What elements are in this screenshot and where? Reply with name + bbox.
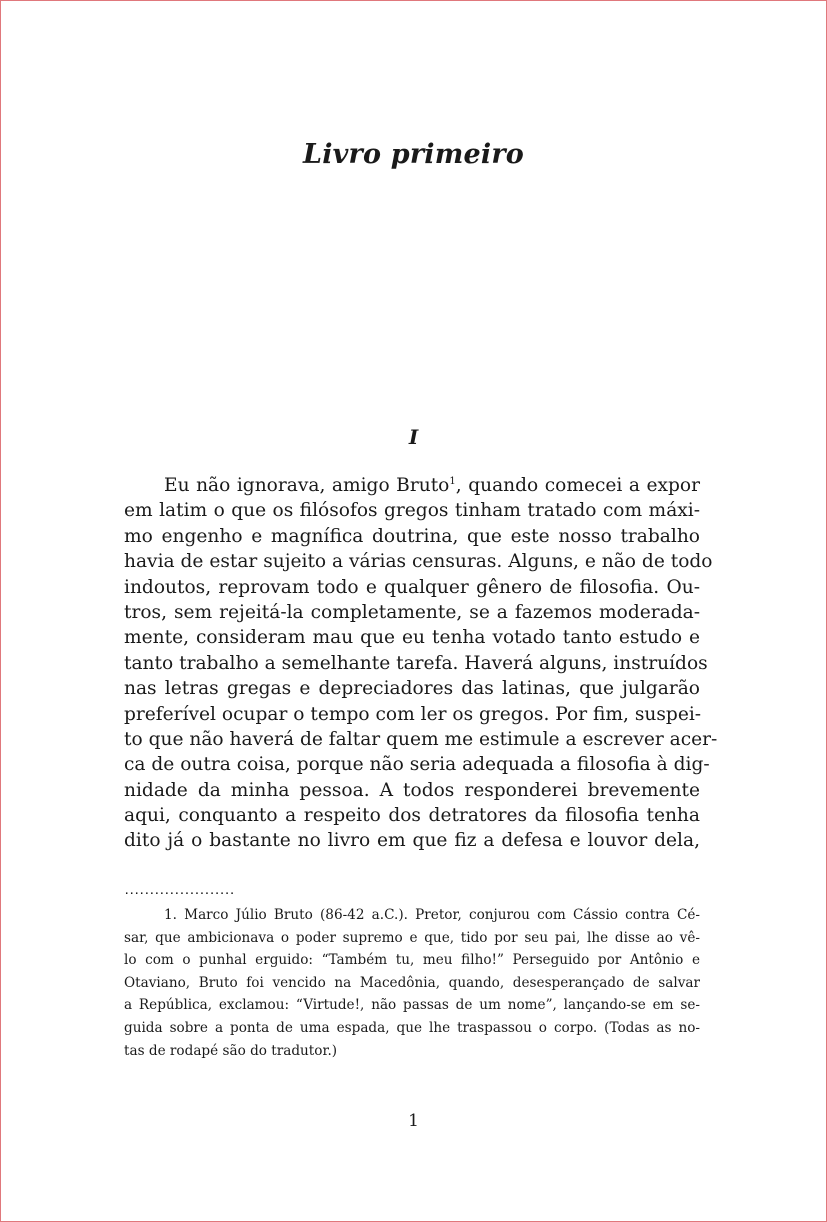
body-line: em latim o que os filósofos gregos tinham tratado com máxi- (124, 500, 700, 522)
body-line: tros, sem rejeitá-la completamente, se a fazemos moderada- (124, 601, 700, 623)
body-line: ca de outra coisa, porque não seria adequada a filosofia à dig- (124, 754, 710, 776)
footnote-line: guida sobre a ponta de uma espada, que lhe traspassou o corpo. (Todas as no- (124, 1019, 700, 1036)
page-number: 1 (408, 1111, 419, 1131)
body-paragraph (124, 473, 718, 854)
footnote-line: 1. Marco Júlio Bruto (86-42 a.C.). Pretor, conjurou com Cássio contra Cé- (164, 907, 700, 923)
body-line: nidade da minha pessoa. A todos responderei brevemente (124, 779, 700, 801)
footnote-line: sar, que ambicionava o poder supremo e que, tido por seu pai, lhe disse ao vê- (124, 929, 700, 946)
body-line: havia de estar sujeito a várias censuras. Alguns, e não de todo (124, 551, 713, 573)
footnote-line: lo com o punhal erguido: “Também tu, meu filho!” Perseguido por Antônio e (124, 952, 700, 969)
body-line: mo engenho e magnífica doutrina, que este nosso trabalho (124, 525, 700, 547)
footnote-marker: 1 (449, 475, 456, 487)
footnote-line: tas de rodapé são do tradutor.) (124, 1042, 338, 1059)
body-line: dito já o bastante no livro em que fiz a defesa e louvor dela, (124, 830, 700, 852)
footnote-line: Otaviano, Bruto foi vencido na Macedônia, quando, desesperançado de salvar (124, 974, 700, 991)
section-numeral: I (408, 425, 419, 449)
body-line: tanto trabalho a semelhante tarefa. Haverá alguns, instruídos (124, 652, 708, 674)
body-line: preferível ocupar o tempo com ler os gregos. Por fim, suspei- (124, 703, 702, 725)
footnote-line: a República, exclamou: “Virtude!, não passas de um nome”, lançando-se em se- (124, 997, 700, 1014)
footnote (124, 904, 700, 1062)
body-line: nas letras gregas e depreciadores das latinas, que julgarão (124, 678, 700, 700)
body-line: aqui, conquanto a respeito dos detratores da filosofia tenha (124, 805, 700, 827)
body-line (124, 473, 700, 498)
body-line: to que não haverá de faltar quem me estimule a escrever acer- (124, 728, 718, 750)
footnote-separator: ...................... (124, 887, 235, 897)
body-line: indoutos, reprovam todo e qualquer gênero de filosofia. Ou- (124, 576, 700, 598)
body-line: mente, consideram mau que eu tenha votado tanto estudo e (124, 627, 700, 649)
chapter-title: Livro primeiro (303, 139, 524, 170)
body-line-text: Eu não ignorava, amigo Bruto (164, 475, 450, 496)
body-line-tail: , quando comecei a expor (455, 475, 700, 496)
